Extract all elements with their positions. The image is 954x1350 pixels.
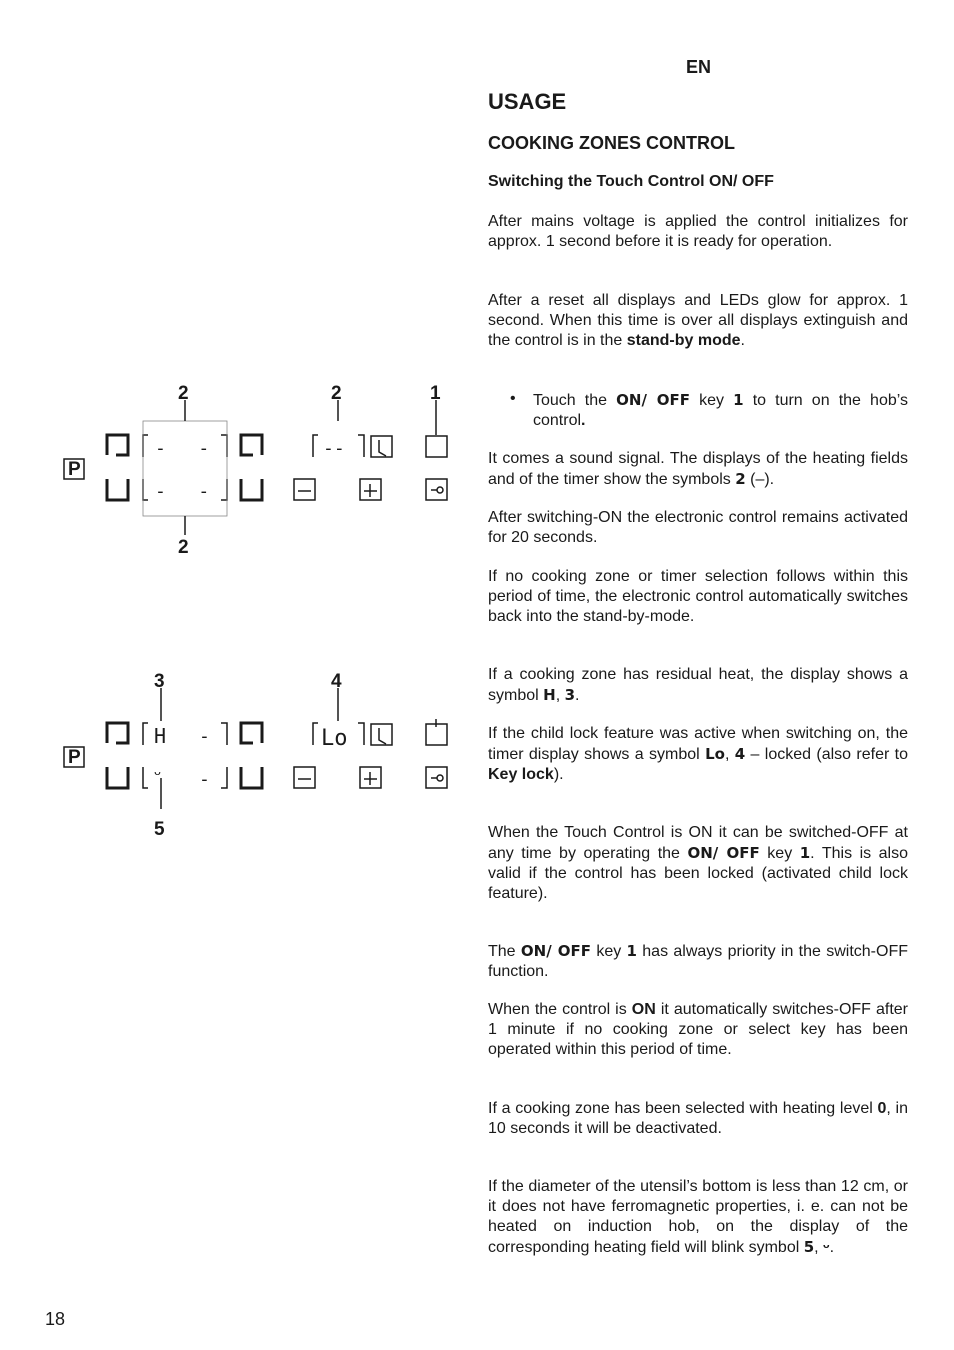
timer-bracket-left [313, 723, 318, 745]
zone-key-tr [241, 723, 262, 743]
control-panel-diagram-status [0, 663, 470, 848]
display-bracket-bl-right [221, 767, 227, 788]
paragraph-init: After mains voltage is applied the control initializes for approx. 1 second before it is ready for operation. [488, 213, 908, 250]
timer-display-lo: Lo [321, 726, 348, 751]
zone-display-bl-utensil: ᵕ [154, 765, 162, 786]
paragraph-reset: After a reset all displays and LEDs glow for approx. 1 second. When this time is over all displays extinguish and the control is in the stand-by mode. [488, 292, 908, 349]
callout-2-bottom: 2 [178, 537, 189, 558]
key-lock-icon [437, 775, 443, 781]
callout-3: 3 [154, 671, 165, 692]
subsection-heading: Switching the Touch Control ON/ OFF [488, 173, 774, 190]
language-code: EN [686, 57, 712, 77]
paragraph-priority: The ON/ OFF key 1 has always priority in the switch-OFF function. [488, 942, 908, 980]
display-bracket-tl-left [143, 723, 148, 745]
callout-2-top-mid: 2 [331, 383, 342, 404]
paragraph-residual-heat: If a cooking zone has residual heat, the display shows a symbol H, 3. [488, 666, 908, 704]
timer-display: -- [323, 438, 345, 459]
display-bracket-bl-left [143, 479, 148, 500]
display-bracket-bl-left [143, 767, 148, 788]
zone-display-bl: - - [155, 481, 210, 502]
paragraph-level-zero: If a cooking zone has been selected with heating level 0, in 10 seconds it will be deactivated. [488, 1100, 909, 1137]
display-bracket-tl-right [221, 723, 227, 745]
zone-key-bl [107, 767, 128, 788]
paragraph-sound-signal: It comes a sound signal. The displays of the heating fields and of the timer show the symbols 2 (–). [488, 450, 908, 488]
page-title: USAGE [488, 89, 567, 114]
zone-key-br [241, 767, 262, 788]
bullet-dot: • [510, 390, 516, 407]
paragraph-utensil: If the diameter of the utensil’s bottom is less than 12 cm, or it does not have ferromagnetic properties, i. e. can not be heated on induction hob, on the display of the corresponding heating field will blink symbol 5, ᵕ. [488, 1178, 908, 1256]
display-bracket-tl-left [143, 435, 148, 457]
p-key-label: P [68, 747, 81, 768]
minus-key [294, 479, 315, 500]
zone-key-tr [241, 435, 262, 455]
callout-2-top-left: 2 [178, 383, 189, 404]
on-off-key [426, 724, 447, 745]
zone-display-tl-h: H [154, 724, 167, 748]
clock-hand [379, 728, 386, 744]
zone-display-bl-dash: - [199, 769, 210, 790]
minus-key [294, 767, 315, 788]
timer-bracket-left [313, 435, 318, 457]
display-bracket-bl-right [221, 479, 227, 500]
paragraph-switch-off: When the Touch Control is ON it can be switched-OFF at any time by operating the ON/ OFF key 1. This is also valid if the control has been locked (activated child lock feature). [488, 824, 909, 902]
zone-display-tl-dash: - [199, 726, 210, 747]
zone-key-br [241, 479, 262, 500]
zone-key-tl [107, 723, 128, 743]
callout-4: 4 [331, 671, 342, 692]
zone-key-bl [107, 479, 128, 500]
bullet-touch-on: Touch the ON/ OFF key 1 to turn on the hob’s control. [533, 391, 909, 429]
p-key-label: P [68, 459, 81, 480]
clock-hand [379, 440, 386, 456]
display-bracket-tl-right [221, 435, 227, 457]
timer-bracket-right [358, 435, 364, 457]
page-number: 18 [45, 1309, 66, 1329]
zone-key-tl [107, 435, 128, 455]
callout-1-top-right: 1 [430, 383, 441, 404]
paragraph-child-lock: If the child lock feature was active when switching on, the timer display shows a symbol Lo, 4 – locked (also refer to Key lock). [488, 725, 909, 783]
control-panel-diagram-standby [0, 375, 470, 565]
paragraph-auto-off: When the control is ON it automatically switches-OFF after 1 minute if no cooking zone or select key has been operated within this period of time. [488, 1001, 908, 1058]
callout-5: 5 [154, 819, 165, 840]
paragraph-standby: If no cooking zone or timer selection follows within this period of time, the electronic control automatically switches back into the stand-by-mode. [488, 568, 908, 625]
section-heading: COOKING ZONES CONTROL [488, 133, 735, 153]
paragraph-activated: After switching-ON the electronic control remains activated for 20 seconds. [488, 509, 908, 546]
on-off-key [426, 436, 447, 457]
zone-display-tl: - - [155, 438, 210, 459]
timer-bracket-right [358, 723, 364, 745]
key-lock-icon [437, 487, 443, 493]
